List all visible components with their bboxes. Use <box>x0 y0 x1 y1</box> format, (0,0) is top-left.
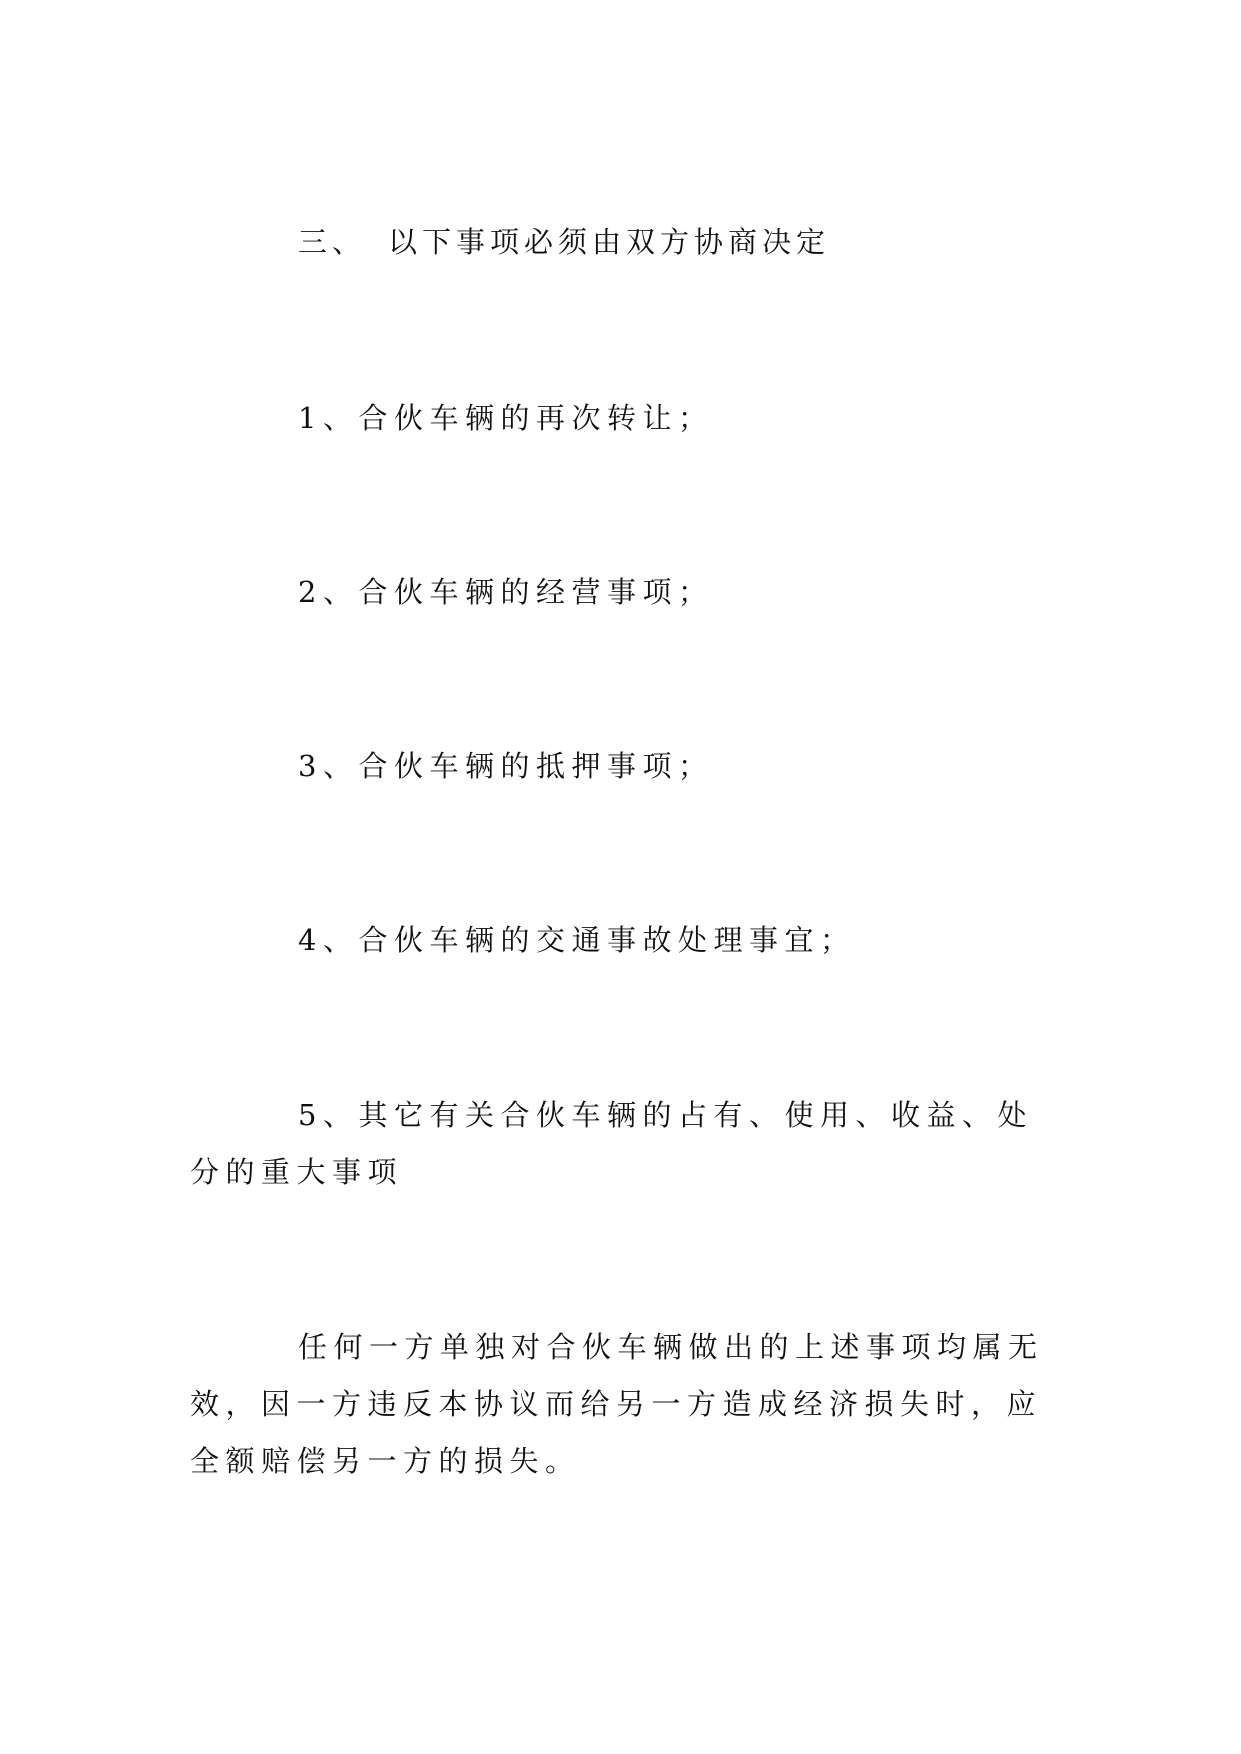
list-item: 1、合伙车辆的再次转让； <box>298 401 714 435</box>
closing-paragraph: 任何一方单独对合伙车辆做出的上述事项均属无效，因一方违反本协议而给另一方造成经济损失时，应全额赔偿另一方的损失。 <box>190 1330 1044 1478</box>
list-item: 2、合伙车辆的经营事项； <box>298 575 714 609</box>
section-number: 三、 <box>298 225 367 259</box>
section-heading <box>190 214 1060 271</box>
section-title: 以下事项必须由双方协商决定 <box>388 225 831 259</box>
list-item: 4、合伙车辆的交通事故处理事宜； <box>298 923 856 957</box>
list-item: 3、合伙车辆的抵押事项； <box>298 749 714 783</box>
list-item: 5、其它有关合伙车辆的占有、使用、收益、处分的重大事项 <box>190 1098 1033 1189</box>
